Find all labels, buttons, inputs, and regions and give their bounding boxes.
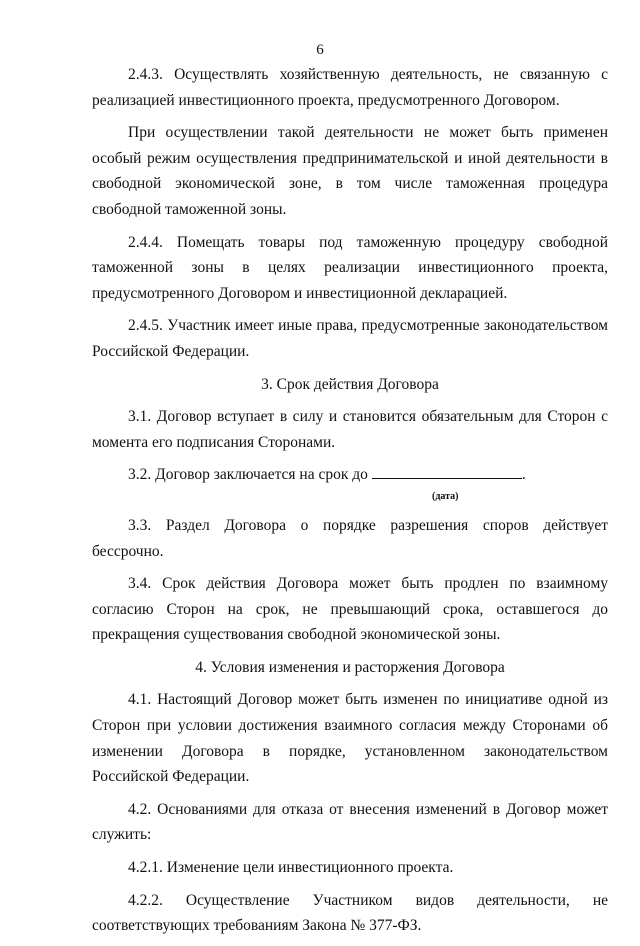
clause-3-2-text: 3.2. Договор заключается на срок до bbox=[128, 466, 368, 484]
date-blank-line bbox=[372, 464, 522, 479]
section-heading-3: 3. Срок действия Договора bbox=[261, 375, 439, 393]
page-number: 6 bbox=[316, 42, 324, 58]
clause-3-1: 3.1. Договор вступает в силу и становится обязательным для Сторон с момента его подписания Сторонами. bbox=[92, 408, 608, 451]
clause-4-2-2: 4.2.2. Осуществление Участником видов деятельности, не соответствующих требованиям Закона № 377-ФЗ. bbox=[92, 891, 608, 935]
clause-3-2 bbox=[92, 462, 608, 488]
clause-4-2: 4.2. Основаниями для отказа от внесения изменений в Договор может служить: bbox=[92, 800, 608, 844]
clause-2-4-3: 2.4.3. Осуществлять хозяйственную деятельность, не связанную с реализацией инвестиционного проекта, предусмотренного Договором. bbox=[92, 66, 608, 109]
clause-2-4-5: 2.4.5. Участник имеет иные права, предусмотренные законодательством Российской Федерации. bbox=[92, 317, 608, 360]
clause-2-4-4: 2.4.4. Помещать товары под таможенную процедуру свободной таможенной зоны в целях реализации инвестиционного проекта, предусмотренного Договором и инвестиционной декларацией. bbox=[92, 233, 608, 302]
clause-4-2-1: 4.2.1. Изменение цели инвестиционного проекта. bbox=[128, 859, 454, 877]
section-heading-4: 4. Условия изменения и расторжения Договора bbox=[195, 658, 505, 676]
document-body bbox=[92, 62, 608, 946]
clause-3-2-period: . bbox=[521, 466, 526, 484]
clause-3-4: 3.4. Срок действия Договора может быть продлен по взаимному согласию Сторон на срок, не превышающий срока, оставшегося до прекращения существования свободной экономической зоны. bbox=[92, 575, 608, 644]
special-regime-paragraph: При осуществлении такой деятельности не может быть применен особый режим осуществления предпринимательской и иной деятельности в свободной экономической зоне, в том числе таможенная процедура свободной таможенной зоны. bbox=[92, 124, 608, 218]
date-caption: (дата) bbox=[432, 490, 459, 502]
clause-3-3: 3.3. Раздел Договора о порядке разрешения споров действует бессрочно. bbox=[92, 516, 608, 560]
clause-4-1: 4.1. Настоящий Договор может быть изменен по инициативе одной из Сторон при условии достижения взаимного согласия между Сторонами об изменении Договора в порядке, установленном законодательством Российской Федерации. bbox=[92, 691, 608, 786]
